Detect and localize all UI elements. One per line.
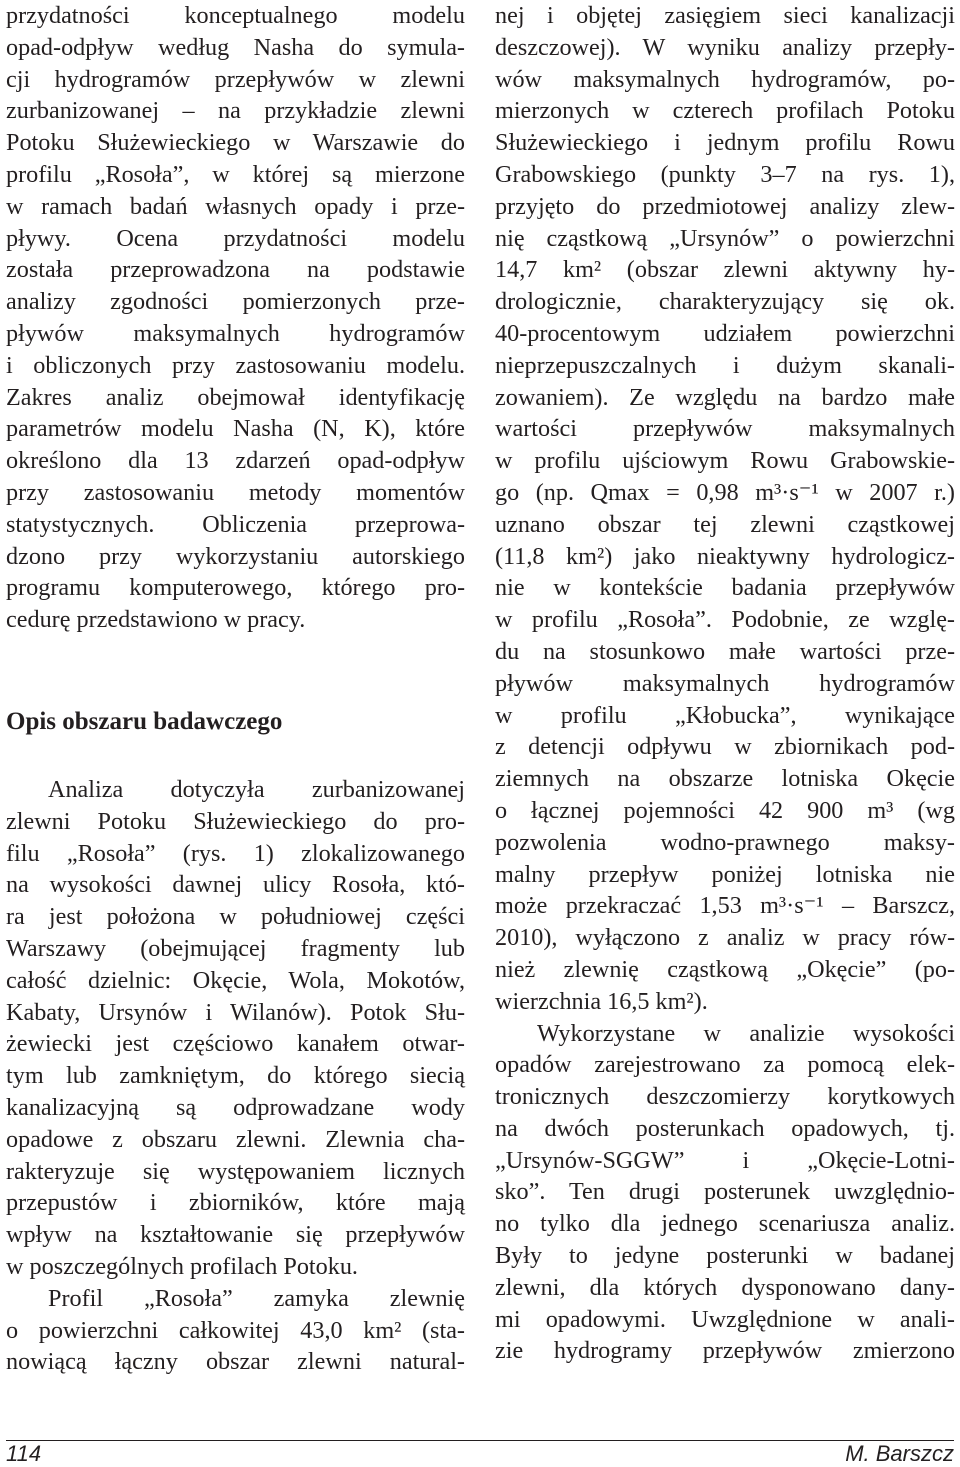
footer-rule: [6, 1440, 954, 1441]
text-line: przepustów i zbiorników, które mają: [6, 1189, 465, 1217]
text-line: Zakres analiz obejmował identyfikację: [6, 383, 465, 411]
text-line: Służewieckiego i jednym profilu Rowu: [495, 129, 955, 157]
text-line: wierzchnia 16,5 km²).: [495, 987, 708, 1015]
text-line: wów maksymalnych hydrogramów, po-: [495, 65, 955, 93]
text-line: zlewni Potoku Służewieckiego do pro-: [6, 807, 465, 835]
text-line: drologicznie, charakteryzujący się ok.: [495, 288, 955, 316]
text-line: przy zastosowaniu metody momentów: [6, 478, 465, 506]
text-line: wartości przepływów maksymalnych: [495, 415, 955, 443]
text-line: Grabowskiego (punkty 3–7 na rys. 1),: [495, 160, 955, 188]
left-column-section: [6, 774, 465, 1378]
text-line: nej i objętej zasięgiem sieci kanalizacji: [495, 2, 955, 29]
text-line: mi opadowymi. Uwzględnione w anali-: [495, 1305, 955, 1333]
section-heading: Opis obszaru badawczego: [6, 708, 283, 735]
text-line: ziemnych na obszarze lotniska Okęcie: [495, 765, 955, 793]
text-line: nież zlewnię cząstkową „Okęcie” (po-: [495, 955, 955, 983]
text-line: malny przepływ poniżej lotniska nie: [495, 860, 955, 888]
text-line: ra jest położona w południowej części: [6, 903, 465, 931]
text-line: określono dla 13 zdarzeń opad-odpływ: [6, 447, 465, 475]
text-line: o łącznej pojemności 42 900 m³ (wg: [495, 796, 955, 824]
text-line: rakteryzuje się występowaniem licznych: [6, 1157, 465, 1185]
paragraph-study-area: [6, 774, 465, 1283]
text-line: zurbanizowanej – na przykładzie zlewni: [6, 97, 465, 125]
text-line: w profilu „Rosoła”. Podobnie, ze wzglę-: [495, 606, 955, 634]
text-line: i obliczonych przy zastosowaniu modelu.: [6, 351, 465, 379]
text-line: analizy zgodności pomierzonych prze-: [6, 288, 465, 316]
text-line: tym lub zamkniętym, do którego siecią: [6, 1062, 465, 1090]
text-line: zlewni, dla których dysponowano dany-: [495, 1273, 955, 1301]
text-line: zowaniem). Ze względu na bardzo małe: [495, 383, 955, 411]
text-line: statystycznych. Obliczenia przeprowa-: [6, 510, 465, 538]
text-line: może przekraczać 1,53 m³·s⁻¹ – Barszcz,: [495, 892, 955, 920]
text-line: przyjęto do przedmiotowej analizy zlew-: [495, 192, 955, 220]
text-line: pływy. Ocena przydatności modelu: [6, 224, 465, 252]
text-line: żewiecki jest częściowo kanałem otwar-: [6, 1030, 465, 1058]
text-line: kanalizacyjną są odprowadzane wody: [6, 1093, 465, 1121]
text-line: programu komputerowego, którego pro-: [6, 574, 465, 602]
text-line: deszczowej). W wyniku analizy przepły-: [495, 33, 955, 61]
text-line: opadów zarejestrowano za pomocą elek-: [495, 1051, 955, 1079]
text-line: profilu „Rosoła”, w której są mierzone: [6, 160, 465, 188]
text-line: na dwóch posterunkach opadowych, tj.: [495, 1114, 955, 1142]
text-line: została przeprowadzona na podstawie: [6, 256, 465, 284]
text-line: Potoku Służewieckiego w Warszawie do: [6, 129, 465, 157]
text-line: zie hydrogramy przepływów zmierzono: [495, 1337, 955, 1365]
text-line: sko”. Ten drugi posterunek uwzględnio-: [495, 1178, 955, 1206]
text-line: na wysokości dawnej ulicy Rosoła, któ-: [6, 871, 465, 899]
text-line: o powierzchni całkowitej 43,0 km² (sta-: [6, 1316, 465, 1344]
paragraph-rainfall-data: [495, 1018, 955, 1368]
text-line: (11,8 km²) jako nieaktywny hydrologicz-: [495, 542, 955, 570]
text-line: filu „Rosoła” (rys. 1) zlokalizowanego: [6, 839, 465, 867]
text-line: pływów maksymalnych hydrogramów: [495, 669, 955, 697]
text-line: nie w kontekście badania przepływów: [495, 574, 955, 602]
author-name: M. Barszcz: [845, 1441, 954, 1466]
text-line: 14,7 km² (obszar zlewni aktywny hy-: [495, 256, 955, 284]
text-line: du na stosunkowo małe wartości prze-: [495, 637, 955, 665]
paragraph-intro: [6, 0, 465, 636]
text-line: go (np. Qmax = 0,98 m³·s⁻¹ w 2007 r.): [495, 478, 955, 506]
text-line: opad-odpływ według Nasha do symula-: [6, 33, 465, 61]
paragraph-profile-rosola: [6, 1283, 465, 1378]
text-line: cedurę przedstawiono w pracy.: [6, 606, 306, 634]
text-line: uznano obszar tej zlewni cząstkowej: [495, 510, 955, 538]
text-line: z detencji odpływu w zbiornikach pod-: [495, 733, 955, 761]
text-line: cji hydrogramów przepływów w zlewni: [6, 65, 465, 93]
text-line: „Ursynów-SGGW” i „Okęcie-Lotni-: [495, 1146, 955, 1174]
text-line: opadowe z obszaru zlewni. Zlewnia cha-: [6, 1125, 465, 1153]
text-line: 40-procentowym udziałem powierzchni: [495, 319, 955, 347]
text-line: Wykorzystane w analizie wysokości: [537, 1019, 955, 1047]
text-line: mierzonych w czterech profilach Potoku: [495, 97, 955, 125]
text-line: pozwolenia wodno-prawnego maksy-: [495, 828, 955, 856]
text-line: w poszczególnych profilach Potoku.: [6, 1252, 358, 1280]
text-line: Analiza dotyczyła zurbanizowanej: [48, 776, 465, 803]
text-line: tronicznych deszczomierzy korytkowych: [495, 1083, 955, 1111]
text-line: nowiącą łączny obszar zlewni natural-: [6, 1348, 465, 1376]
text-line: całość dzielnic: Okęcie, Wola, Mokotów,: [6, 966, 465, 994]
text-line: nieprzepuszczalnych i dużym skanali-: [495, 351, 955, 379]
text-line: Kabaty, Ursynów i Wilanów). Potok Słu-: [6, 998, 465, 1026]
right-column: [495, 0, 955, 1367]
text-line: Profil „Rosoła” zamyka zlewnię: [48, 1284, 465, 1312]
text-line: dzono przy wykorzystaniu autorskiego: [6, 542, 465, 570]
text-line: no tylko dla jednego scenariusza analiz.: [495, 1210, 955, 1238]
text-line: przydatności konceptualnego modelu: [6, 2, 465, 29]
left-column: [6, 0, 465, 636]
page-number: 114: [6, 1441, 42, 1466]
text-line: pływów maksymalnych hydrogramów: [6, 319, 465, 347]
text-line: w profilu „Kłobucka”, wynikające: [495, 701, 955, 729]
text-line: 2010), wyłączono z analiz w pracy rów-: [495, 924, 955, 952]
text-line: nię cząstkową „Ursynów” o powierzchni: [495, 224, 955, 252]
text-line: Były to jedyne posterunki w badanej: [495, 1242, 955, 1270]
text-line: parametrów modelu Nasha (N, K), które: [6, 415, 465, 443]
text-line: w profilu ujściowym Rowu Grabowskie-: [495, 447, 955, 475]
paragraph-catchment-analysis: [495, 0, 955, 1018]
text-line: Warszawy (obejmującej fragmenty lub: [6, 934, 465, 962]
text-line: wpływ na kształtowanie się przepływów: [6, 1221, 465, 1249]
text-line: w ramach badań własnych opady i prze-: [6, 192, 465, 220]
